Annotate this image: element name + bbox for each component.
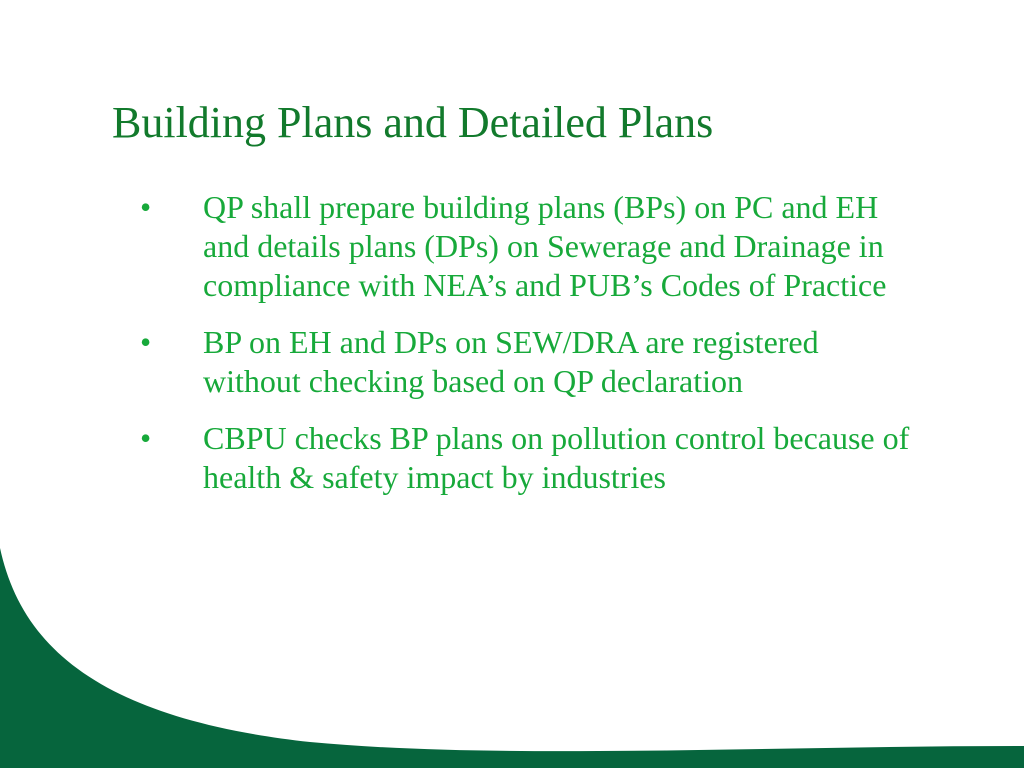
bullet-dot-icon: • xyxy=(140,189,152,225)
bullet-text: CBPU checks BP plans on pollution control because of health & safety impact by industries xyxy=(203,420,910,495)
bullet-text: QP shall prepare building plans (BPs) on PC and EH and details plans (DPs) on Sewerage and Drainage in compliance with NEA’s and PUB’s Codes of Practice xyxy=(203,189,887,303)
bullet-text: BP on EH and DPs on SEW/DRA are registered without checking based on QP declaration xyxy=(203,324,819,399)
bullet-dot-icon: • xyxy=(140,324,152,360)
slide-title: Building Plans and Detailed Plans xyxy=(112,98,714,147)
bullet-item xyxy=(140,188,920,305)
bullet-list xyxy=(140,188,920,515)
corner-swoosh-shape xyxy=(0,548,1024,768)
bullet-item xyxy=(140,419,920,497)
bullet-item xyxy=(140,323,920,401)
bullet-dot-icon: • xyxy=(140,420,152,456)
